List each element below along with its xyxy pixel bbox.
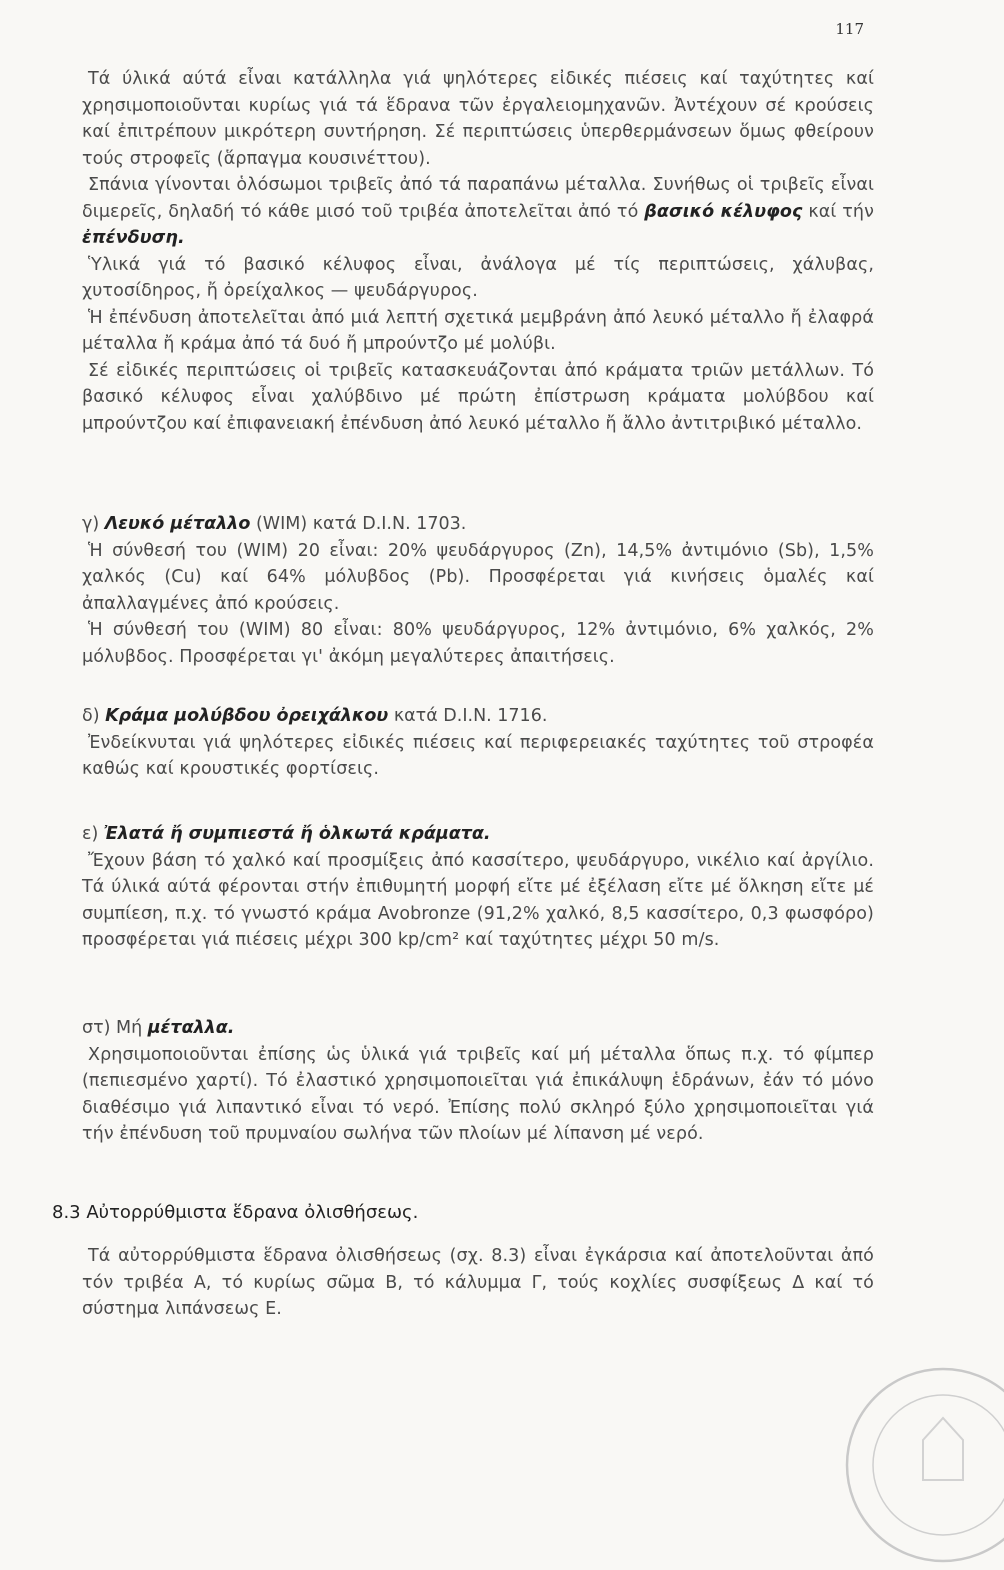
subsection-heading	[82, 1015, 874, 1042]
paragraph-text: Ἡ σύνθεσή του (WIM) 20 εἶναι: 20% ψευδάργυρος (Zn), 14,5% ἀντιμόνιο (Sb), 1,5% χαλκός (Cu) καί 64% μόλυβδος (Pb). Προσφέρεται γιά κινήσεις ὁμαλές καί ἀπαλλαγμένες ἀπό κρούσεις.	[82, 540, 874, 614]
paragraph-shell-materials	[82, 252, 874, 305]
paragraph-lead-brass	[82, 730, 874, 783]
body-text	[82, 66, 874, 437]
emphasis-lining: ἐπένδυση.	[82, 228, 185, 248]
paragraph-text: Τά ύλικά αύτά εἶναι κατάλληλα γιά ψηλότερες εἰδικές πιέσεις καί ταχύτητες καί χρησιμοποιοῦνται κυρίως γιά τά ἕδρανα τῶν ἐργαλειομηχανῶν. Ἀντέχουν σέ κρούσεις καί ἐπιτρέπουν μικρότερη συντήρηση. Σέ περιπτώσεις ὑπερθερμάνσεων ὅμως φθείρουν τούς στροφεῖς (ἅρπαγμα κουσινέττου).	[82, 69, 874, 169]
paragraph-wrought-alloys	[82, 848, 874, 954]
subsection-title: Λευκό μέταλλο	[104, 514, 251, 534]
subsection-title-rest: κατά D.I.N. 1716.	[388, 706, 548, 726]
subsection-title: Ἐλατά ἤ συμπιεστά ἤ ὁλκωτά κράματα.	[103, 824, 491, 844]
paragraph-text: Ἐνδείκνυται γιά ψηλότερες εἰδικές πιέσεις καί περιφερειακές ταχύτητες τοῦ στροφέα καθώς καί κρουστικές φορτίσεις.	[82, 732, 874, 779]
paragraph-self-aligning	[82, 1243, 874, 1323]
subsection-title: Κράμα μολύβδου ὀρειχάλκου	[105, 706, 389, 726]
page-number: 117	[835, 20, 864, 38]
paragraph-bearing-parts	[82, 172, 874, 252]
paragraph-wim80	[82, 617, 874, 670]
paragraph-text: Τά αὐτορρύθμιστα ἕδρανα ὀλισθήσεως (σχ. 8.3) εἶναι ἐγκάρσια καί ἀποτελοῦνται ἀπό τόν τριβέα Α, τό κυρίως σῶμα Β, τό κάλυμμα Γ, τούς κοχλίες συσφίξεως Δ καί τό σύστημα λιπάνσεως Ε.	[82, 1246, 874, 1319]
paragraph-text: Ὑλικά γιά τό βασικό κέλυφος εἶναι, ἀνάλογα μέ τίς περιπτώσεις, χάλυβας, χυτοσίδηρος, ἤ ὀρείχαλκος — ψευδάργυρος.	[82, 254, 874, 301]
paragraph-text: Ἔχουν βάση τό χαλκό καί προσμίξεις ἀπό κασσίτερο, ψευδάργυρο, νικέλιο καί ἀργίλιο. Τά ύλικά αύτά φέρονται στήν ἐπιθυμητή μορφή εἴτε μέ ἐξέλαση εἴτε μέ ὅλκηση εἴτε μέ συμπίεση, π.χ. τό γνωστό κράμα Avobronze (91,2% χαλκό, 8,5 κασσίτερο, 0,3 φωσφόρο) προσφέρεται γιά πιέσεις μέχρι 300 kp/cm² καί ταχύτητες μέχρι 50 m/s.	[82, 850, 874, 950]
paragraph-trimetal	[82, 358, 874, 438]
subsection-label: δ)	[82, 706, 106, 726]
paragraph-wim20	[82, 538, 874, 618]
paragraph-text: Χρησιμοποιοῦνται ἐπίσης ὡς ὑλικά γιά τριβεῖς καί μή μέταλλα ὅπως π.χ. τό φίμπερ (πεπιεσμένο χαρτί). Τό ἐλαστικό χρησιμοποιεῖται γιά ἐπικάλυψη ἑδράνων, ἐάν τό μόνο διαθέσιμο γιά λιπαντικό εἶναι τό νερό. Ἐπίσης πολύ σκληρό ξύλο χρησιμοποιεῖται γιά τήν ἐπένδυση τοῦ πρυμναίου σωλήνα τῶν πλοίων μέ λίπανση μέ νερό.	[82, 1044, 874, 1144]
subsection-heading	[82, 821, 874, 848]
paragraph-text: Ἡ σύνθεσή του (WIM) 80 εἶναι: 80% ψευδάργυρος, 12% ἀντιμόνιο, 6% χαλκός, 2% μόλυβδος. Προσφέρεται γι' ἀκόμη μεγαλύτερες ἀπαιτήσεις.	[82, 620, 874, 667]
paragraph-lining	[82, 305, 874, 358]
section-st	[82, 1015, 874, 1148]
paragraph-text: Ἡ ἐπένδυση ἀποτελεῖται ἀπό μιά λεπτή σχετικά μεμβράνη ἀπό λευκό μέταλλο ἤ ἐλαφρά μέταλλα ἤ κράμα ἀπό τά δυό ἤ μπρούντζο μέ μολύβι.	[82, 307, 874, 354]
subsection-heading	[82, 511, 874, 538]
subsection-label: ε)	[82, 824, 104, 844]
paragraph-non-metals	[82, 1042, 874, 1148]
emphasis-base-shell: βασικό κέλυφος	[644, 201, 803, 222]
subsection-title-rest: (WIM) κατά D.I.N. 1703.	[250, 514, 467, 534]
subsection-label: γ)	[82, 514, 105, 534]
paragraph-text: Σέ εἰδικές περιπτώσεις οἱ τριβεῖς κατασκευάζονται ἀπό κράματα τριῶν μετάλλων. Τό βασικό κέλυφος εἶναι χαλύβδινο μέ πρώτη ἐπίστρωση κράματα μολύβδου καί μπρούντζου καί ἐπιφανειακή ἐπένδυση ἀπό λευκό μέταλλο ἤ ἄλλο ἀντιτριβικό μέταλλο.	[82, 360, 874, 434]
section-g	[82, 511, 874, 670]
section-d	[82, 703, 874, 783]
subsection-label: στ) Μή	[82, 1018, 148, 1038]
subsection-heading	[82, 703, 874, 730]
paragraph-text: καί τήν	[802, 201, 874, 222]
library-stamp	[838, 1360, 1004, 1570]
paragraph-materials-use	[82, 66, 874, 172]
section-8-3-body	[82, 1243, 874, 1323]
section-e	[82, 821, 874, 954]
subsection-title: μέταλλα.	[147, 1018, 235, 1038]
paragraph-text: Σπάνια γίνονται ὁλόσωμοι τριβεῖς ἀπό τά παραπάνω μέταλλα. Συνήθως οἱ τριβεῖς εἶναι διμερεῖς, δηλαδή τό κάθε μισό τοῦ τριβέα ἀποτελεῖται ἀπό τό	[82, 175, 874, 222]
section-heading: 8.3 Αὐτορρύθμιστα ἕδρανα ὀλισθήσεως.	[52, 1202, 419, 1223]
